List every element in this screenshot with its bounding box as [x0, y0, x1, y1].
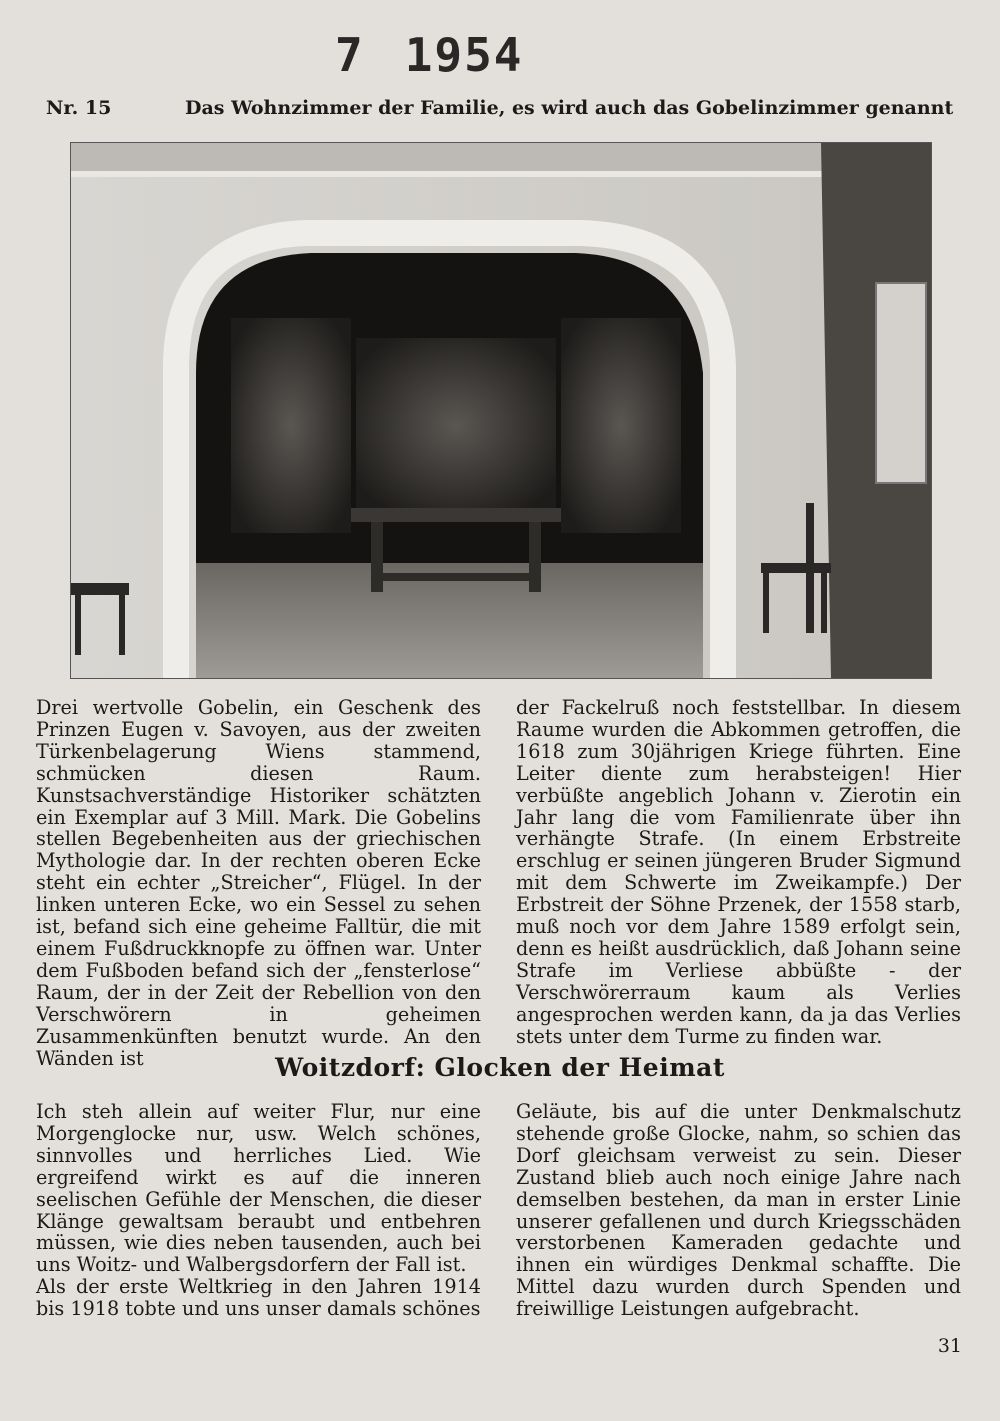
- article1-column-right: [516, 697, 961, 1048]
- photo-gobelin-room: [70, 142, 932, 679]
- article2-paragraph-2: Als der erste Weltkrieg in den Jahren 1914 bis 1918 tobte und uns unser damals schönes: [36, 1275, 481, 1321]
- article1-text-right: der Fackelruß noch feststellbar. In diesem Raume wurden die Abkommen getroffen, die 1618 zum 30jährigen Kriege führten. Eine Leiter diente zum herabsteigen! Hier verbüßte angeblich Johann v. Zierotin ein Jahr lang die vom Familienrate über ihn verhängte Strafe. (In einem Erbstreite erschlug er seinen jüngeren Bruder Sigmund mit dem Schwerte im Zweikampfe.) Der Erbstreit der Söhne Przenek, der 1558 starb, muß noch vor dem Jahre 1589 erfolgt sein, denn es heißt ausdrücklich, daß Johann seine Strafe im Verliese abbüßte - der Verschwörerraum kaum als Verlies angesprochen werden kann, da ja das Verlies stets unter dem Turme zu finden war.: [516, 696, 961, 1048]
- article2-column-right: [516, 1101, 961, 1320]
- article2-paragraph-1: Ich steh allein auf weiter Flur, nur eine Morgenglocke nur, usw. Welch schönes, sinnvolles und herrliches Lied. Wie ergreifend wirkt es auf die inneren seelischen Gefühle der Menschen, die dieser Klänge gewaltsam beraubt und entbehren müssen, wie dies neben tausenden, auch bei uns Woitz- und Walbergsdorfern der Fall ist.: [36, 1100, 481, 1277]
- article2-column-left: [36, 1101, 481, 1320]
- archive-stamp: [335, 28, 523, 82]
- article1-text-left: Drei wertvolle Gobelin, ein Geschenk des Prinzen Eugen v. Savoyen, aus der zweiten Türkenbelagerung Wiens stammend, schmücken diesen Raum. Kunstsachverständige Historiker schätzten ein Exemplar auf 3 Mill. Mark. Die Gobelins stellen Begebenheiten aus der griechischen Mythologie dar. In der rechten oberen Ecke steht ein echter „Streicher“, Flügel. In der linken unteren Ecke, wo ein Sessel zu sehen ist, befand sich eine geheime Falltür, die mit einem Fußdruckknopfe zu öffnen war. Unter dem Fußboden befand sich der „fensterlose“ Raum, der in der Zeit der Rebellion von den Verschwörern in geheimen Zusammenkünften benutzt wurde. An den Wänden ist: [36, 696, 481, 1070]
- photo-caption-title: Das Wohnzimmer der Familie, es wird auch das Gobelinzimmer genannt: [185, 97, 954, 119]
- stamp-year: 1954: [404, 28, 524, 82]
- article1-column-left: [36, 697, 481, 1069]
- page-number: 31: [937, 1335, 962, 1357]
- issue-number: Nr. 15: [46, 97, 112, 119]
- article2-heading: Woitzdorf: Glocken der Heimat: [275, 1053, 725, 1082]
- article2-text-right: Geläute, bis auf die unter Denkmalschutz stehende große Glocke, nahm, so schien das Dorf gleichsam verweist zu sein. Dieser Zustand blieb auch noch einige Jahre nach demselben bestehen, da man in erster Linie unserer gefallenen und durch Kriegsschäden verstorbenen Kameraden gedachte und ihnen ein würdiges Denkmal schaffte. Die Mittel dazu wurden durch Spenden und freiwillige Leistungen aufgebracht.: [516, 1100, 961, 1321]
- photo-illustration: [71, 143, 931, 678]
- stamp-number: 7: [335, 28, 365, 82]
